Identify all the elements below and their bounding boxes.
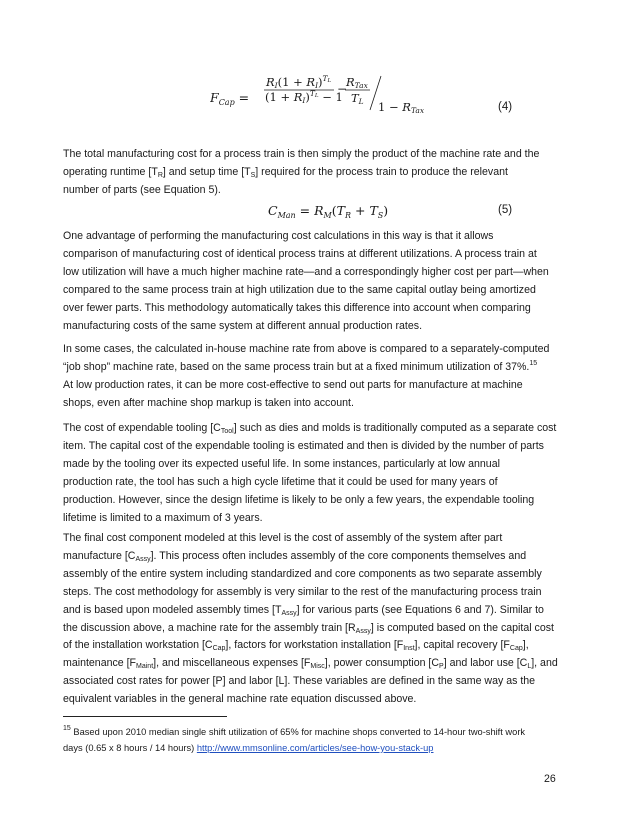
text-line: lifetime is limited to a maximum of 3 years. xyxy=(63,511,263,524)
paragraph-total-cost xyxy=(63,146,573,200)
paragraph-assembly-cost xyxy=(63,530,573,709)
footnote-text: Based upon 2010 median single shift utilization of 65% for machine shops converted to 14-hour two-shift work xyxy=(73,727,526,737)
eq4-term2-num: RTax xyxy=(346,75,368,90)
text-line: The total manufacturing cost for a process train is then simply the product of the machine rate and the xyxy=(63,148,540,160)
footnote xyxy=(63,725,573,757)
paragraph-expendable-tooling xyxy=(63,420,573,527)
svg-text:CMan = RM(TR + TS): $C_{Man} = R_M(T_R + T_S)$ xyxy=(268,203,388,220)
equation-5 xyxy=(268,201,388,221)
text-line: production. However, since the design lifetime is likely to be only a few years, the expendable tooling xyxy=(63,493,535,506)
text-line: comparison of manufacturing cost of identical process trains at different utilizations. A process train at xyxy=(63,247,537,260)
text-line: One advantage of performing the manufacturing cost calculations in this way is that it allows xyxy=(63,230,494,242)
text-line: The cost of expendable tooling $[C_{Tool}]$ such as dies and molds is traditionally computed as a separate cost xyxy=(63,422,557,435)
text-line: associated cost rates for power [P] and labor [L]. These variables are defined in the same way as the xyxy=(63,675,536,688)
text-line: of the installation workstation $[C_{Cap}]$, factors for workstation installation $[F_{Inst}]$, capital recovery $[F_{Cap}]$, xyxy=(63,639,529,653)
equation-4-number: (4) xyxy=(498,101,513,113)
text-line: manufacturing costs of the same system at different annual production rates. xyxy=(63,319,423,332)
text-line: low utilization will have a much higher machine rate—and a correspondingly higher cost per part—when xyxy=(63,265,549,278)
eq4-term1-den: (1 + RI)$^T$L − 1 xyxy=(265,89,343,105)
text-line: At low production rates, it can be more cost-effective to send out parts for manufacture at machine xyxy=(63,378,523,391)
page-number: 26 xyxy=(544,773,556,785)
equation-4 xyxy=(210,72,450,116)
text-line: assembly of the entire system including standardized and core components as two separate assembly xyxy=(63,567,542,580)
text-line: production rate, the tool has such a high cycle lifetime that it could be used for many years of xyxy=(63,475,498,488)
eq4-minus: − xyxy=(337,82,348,96)
eq4-term2-den: TL xyxy=(351,91,364,106)
footnote-link[interactable]: http://www.mmsonline.com/articles/see-how-you-stack-up xyxy=(196,742,434,753)
text-line: operating runtime $[T_R]$ and setup time $[T_S]$ required for the process train to produce the relevant xyxy=(63,165,508,179)
text-line: shops, even after machine shop markup is taken into account. xyxy=(63,396,354,409)
text-line: steps. The cost methodology for assembly is very similar to the rest of the manufacturing process train xyxy=(63,585,542,598)
text-line: number of parts (see Equation 5). xyxy=(63,183,221,196)
text-line: over fewer parts. This methodology automatically takes this difference into account when comparing xyxy=(63,301,531,314)
footnote-text-cont: days (0.65 x 8 hours / 14 hours) xyxy=(63,742,197,753)
paragraph-advantage xyxy=(63,228,573,335)
eq4-term1-num: RI(1 + RI)$^T$L xyxy=(266,74,332,90)
eq4-denominator: 1 − RTax xyxy=(378,100,425,115)
footnote-divider xyxy=(63,716,227,717)
text-line: and is based upon modeled assembly times $[T_{Assy}]$ for various parts (see Equations 6 and 7). Similar to xyxy=(63,603,544,617)
text-line: “job shop” machine rate, based on the same process train but at a fixed minimum utilization of 37%.$^{15}$ xyxy=(63,359,538,373)
text-line: manufacture $[C_{Assy}]$. This process often includes assembly of the core components themselves and xyxy=(63,549,527,563)
footnote-number: 15 xyxy=(63,725,71,732)
text-line: the discussion above, a machine rate for the assembly train $[R_{Assy}]$ is computed based on the capital cost xyxy=(63,621,554,635)
text-line: compared to the same process train at high utilization due to the same capital outlay being amortized xyxy=(63,283,536,296)
text-line: item. The capital cost of the expendable tooling is estimated and then is divided by the number of parts xyxy=(63,439,544,452)
equation-5-number: (5) xyxy=(498,204,513,216)
text-line: In some cases, the calculated in-house machine rate from above is compared to a separately-computed xyxy=(63,343,550,355)
text-line: The final cost component modeled at this level is the cost of assembly of the system after part xyxy=(63,532,503,544)
text-line: maintenance $[F_{Maint}]$, and miscellaneous expenses $[F_{Misc}]$, power consumption $[C_P]$ and labor use $[C_L]$, and xyxy=(63,657,558,671)
eq4-lhs: $F_{Cap}$ = xyxy=(210,90,250,107)
paragraph-job-shop xyxy=(63,341,573,413)
text-line: equivalent variables in the general machine rate equation discussed above. xyxy=(63,693,417,706)
text-line: made by the tooling over its expected useful life. In some instances, particularly at low annual xyxy=(63,457,500,470)
